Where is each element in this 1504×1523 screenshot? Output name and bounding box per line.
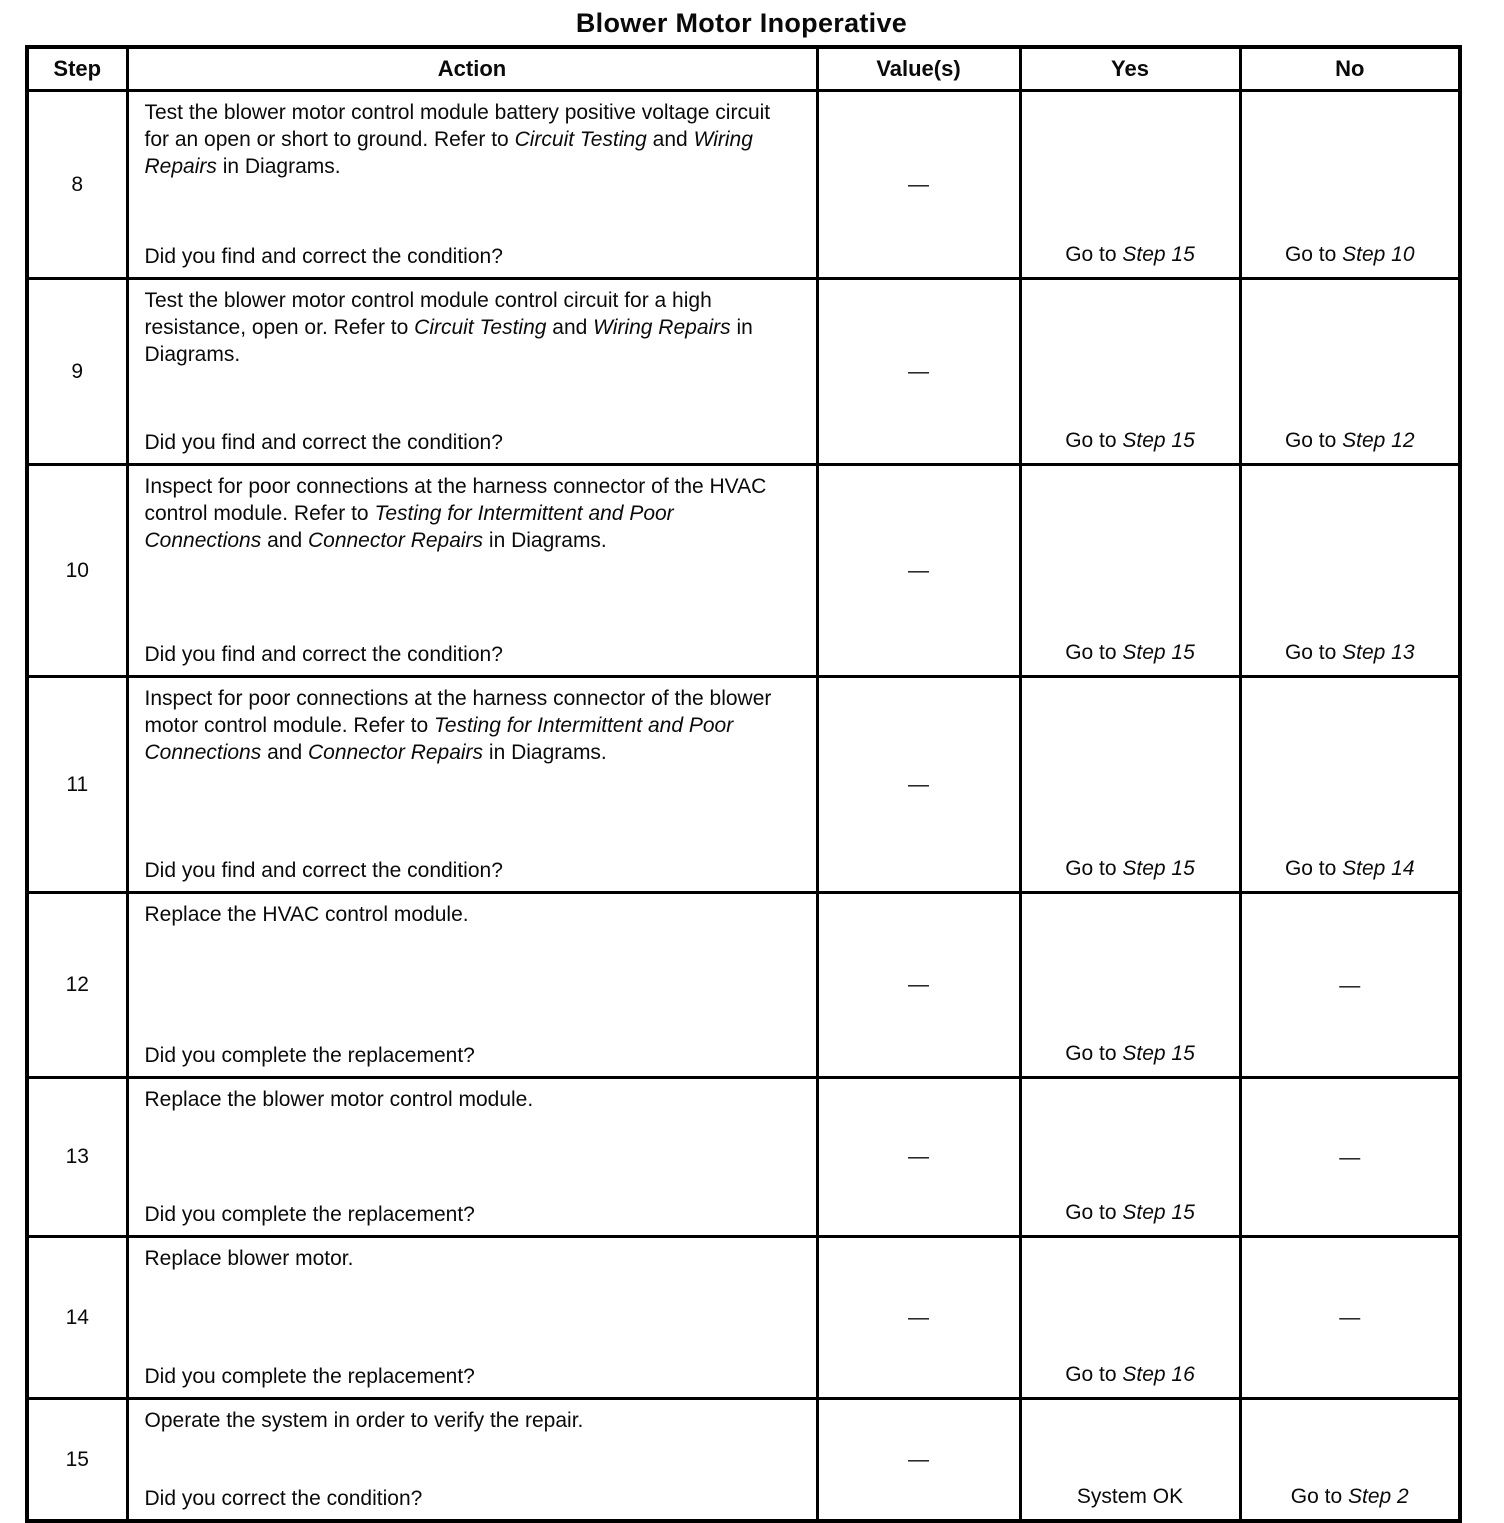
text: Go to — [1065, 1363, 1123, 1386]
value-cell: — — [817, 465, 1020, 677]
yes-cell — [1020, 279, 1240, 465]
step-cell: 13 — [27, 1078, 127, 1237]
action-question: Did you correct the condition? — [144, 1487, 423, 1510]
no-cell — [1240, 465, 1460, 677]
italic-text: Connector Repairs — [307, 529, 484, 552]
text: — — [1339, 973, 1361, 997]
italic-text: Wiring Repairs — [593, 316, 731, 339]
action-cell — [127, 1078, 817, 1237]
table-row — [27, 1237, 1460, 1399]
step-cell: 8 — [27, 91, 127, 279]
action-cell — [127, 1399, 817, 1522]
italic-text: Step 12 — [1342, 429, 1415, 452]
text: Go to — [1284, 857, 1343, 880]
action-cell — [127, 893, 817, 1078]
action-cell — [127, 465, 817, 677]
action-text — [145, 99, 790, 180]
text: Go to — [1290, 1485, 1348, 1508]
action-cell — [127, 1237, 817, 1399]
action-question: Did you complete the replacement? — [144, 1203, 475, 1226]
text: Go to — [1065, 641, 1123, 664]
header-no: No — [1240, 47, 1460, 91]
step-cell: 12 — [27, 893, 127, 1078]
text: and — [546, 316, 594, 339]
no-cell — [1240, 893, 1460, 1078]
yes-cell — [1020, 1237, 1240, 1399]
italic-text: Step 10 — [1342, 243, 1415, 266]
table-body — [27, 91, 1460, 1522]
action-text — [145, 1086, 790, 1113]
action-text — [145, 685, 790, 766]
text: in Diagrams. — [483, 741, 607, 764]
no-cell — [1240, 1237, 1460, 1399]
action-question: Did you find and correct the condition? — [144, 431, 503, 454]
no-cell — [1240, 1078, 1460, 1237]
text: in Diagrams. — [483, 529, 607, 552]
text: Replace the HVAC control module. — [144, 903, 469, 926]
header-yes: Yes — [1020, 47, 1240, 91]
header-action: Action — [127, 47, 817, 91]
text: Operate the system in order to verify the repair. — [144, 1409, 584, 1432]
text: Go to — [1065, 429, 1123, 452]
table-row — [27, 1399, 1460, 1522]
yes-cell — [1020, 677, 1240, 893]
text: Go to — [1284, 243, 1343, 266]
text: Replace blower motor. — [144, 1247, 354, 1270]
page-title: Blower Motor Inoperative — [575, 8, 908, 38]
step-cell: 14 — [27, 1237, 127, 1399]
italic-text: Testing for Intermittent and Poor Connections — [144, 502, 674, 552]
italic-text: Step 14 — [1342, 857, 1415, 880]
action-cell — [127, 279, 817, 465]
italic-text: Step 15 — [1122, 1042, 1195, 1065]
text: Go to — [1065, 1042, 1123, 1065]
italic-text: Step 15 — [1122, 1201, 1195, 1224]
diagnostic-table — [25, 45, 1462, 1523]
text: Go to — [1284, 641, 1343, 664]
text: Go to — [1065, 857, 1123, 880]
header-values: Value(s) — [817, 47, 1020, 91]
italic-text: Connector Repairs — [307, 741, 484, 764]
yes-cell — [1020, 893, 1240, 1078]
value-cell: — — [817, 91, 1020, 279]
text: — — [1339, 1145, 1361, 1169]
value-cell: — — [817, 1237, 1020, 1399]
table-row — [27, 279, 1460, 465]
no-cell — [1240, 91, 1460, 279]
step-cell: 9 — [27, 279, 127, 465]
action-text — [145, 901, 790, 928]
action-cell — [127, 677, 817, 893]
action-text — [145, 473, 790, 554]
action-text — [145, 1407, 790, 1434]
action-text — [145, 287, 790, 368]
italic-text: Circuit Testing — [414, 316, 547, 339]
italic-text: Step 15 — [1122, 641, 1195, 664]
italic-text: Step 15 — [1122, 857, 1195, 880]
italic-text: Step 2 — [1347, 1485, 1409, 1508]
text: and — [261, 529, 308, 552]
action-cell — [127, 91, 817, 279]
italic-text: Testing for Intermittent and Poor Connections — [144, 714, 734, 764]
text: System OK — [1076, 1485, 1184, 1508]
action-question: Did you complete the replacement? — [144, 1044, 475, 1067]
value-cell: — — [817, 893, 1020, 1078]
text: Go to — [1284, 429, 1343, 452]
yes-cell — [1020, 1399, 1240, 1522]
action-question: Did you find and correct the condition? — [144, 245, 503, 268]
text: Test the blower motor control module control circuit for a high resistance, open or. Refer to — [144, 289, 712, 339]
yes-cell — [1020, 1078, 1240, 1237]
table-row — [27, 1078, 1460, 1237]
no-cell — [1240, 677, 1460, 893]
action-question: Did you find and correct the condition? — [144, 859, 503, 882]
action-question: Did you find and correct the condition? — [144, 643, 503, 666]
table-row — [27, 677, 1460, 893]
text: and — [646, 128, 694, 151]
text: Go to — [1065, 1201, 1123, 1224]
italic-text: Step 16 — [1122, 1363, 1195, 1386]
text: Test the blower motor control module battery positive voltage circuit for an open or short to ground. Refer to — [144, 101, 771, 151]
text: in Diagrams. — [216, 155, 341, 178]
header-step: Step — [27, 47, 127, 91]
table-row — [27, 465, 1460, 677]
step-cell: 10 — [27, 465, 127, 677]
italic-text: Wiring Repairs — [144, 128, 753, 178]
text: Inspect for poor connections at the harness connector of the HVAC control module. Refer to — [144, 475, 767, 525]
yes-cell — [1020, 465, 1240, 677]
table-row — [27, 91, 1460, 279]
action-question: Did you complete the replacement? — [144, 1365, 475, 1388]
value-cell: — — [817, 677, 1020, 893]
yes-cell — [1020, 91, 1240, 279]
value-cell: — — [817, 1399, 1020, 1522]
text: Inspect for poor connections at the harness connector of the blower motor control module. Refer to — [144, 687, 772, 737]
text: and — [261, 741, 308, 764]
table-header-row — [27, 47, 1460, 91]
table-row — [27, 893, 1460, 1078]
no-cell — [1240, 1399, 1460, 1522]
text: Go to — [1065, 243, 1123, 266]
text: — — [1339, 1306, 1361, 1329]
step-cell: 15 — [27, 1399, 127, 1522]
value-cell: — — [817, 279, 1020, 465]
italic-text: Step 15 — [1122, 429, 1195, 452]
italic-text: Circuit Testing — [514, 128, 647, 151]
value-cell: — — [817, 1078, 1020, 1237]
text: Replace the blower motor control module. — [144, 1088, 534, 1111]
italic-text: Step 15 — [1122, 243, 1195, 266]
no-cell — [1240, 279, 1460, 465]
italic-text: Step 13 — [1342, 641, 1415, 664]
text: in Diagrams. — [144, 316, 753, 366]
action-text — [145, 1245, 790, 1272]
step-cell: 11 — [27, 677, 127, 893]
